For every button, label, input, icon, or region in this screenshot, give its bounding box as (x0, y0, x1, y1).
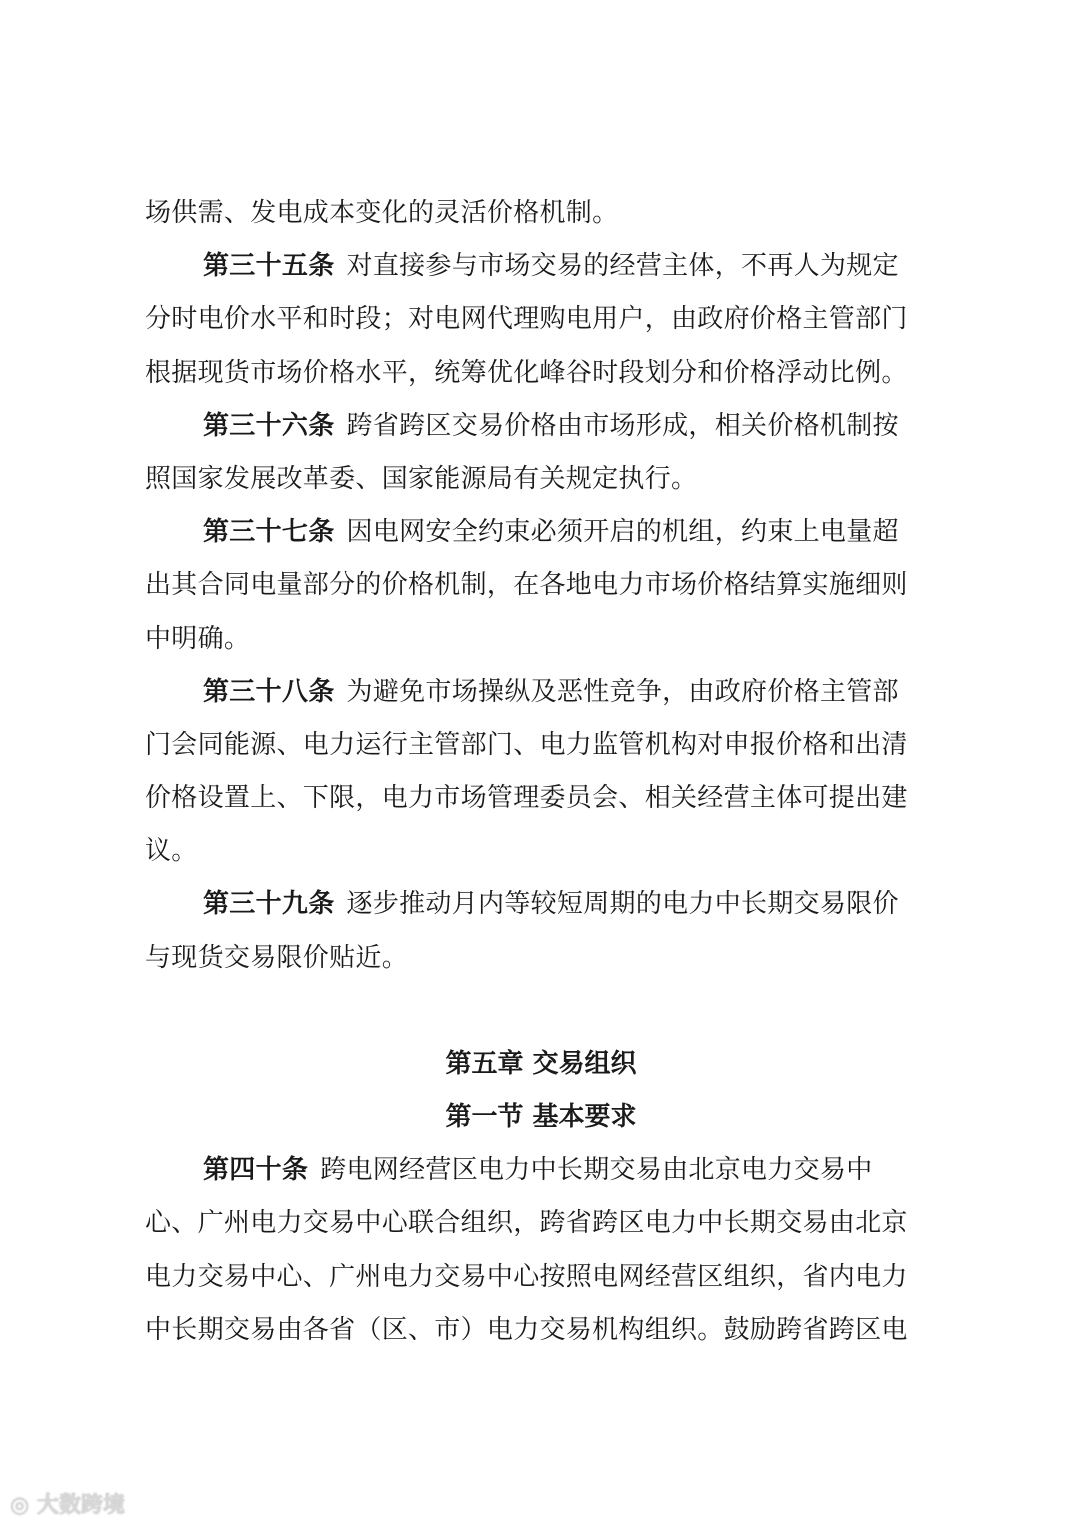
line-text: 逐步推动月内等较短周期的电力中长期交易限价 (346, 889, 899, 920)
articles-part-2 (145, 1144, 937, 1357)
article-number: 第三十六条 (203, 410, 335, 441)
text-line (145, 1144, 937, 1197)
chapter-title: 第五章 交易组织 (445, 1048, 637, 1079)
line-text: 跨电网经营区电力中长期交易由北京电力交易中 (320, 1155, 873, 1186)
article-number: 第三十七条 (203, 517, 335, 548)
line-text: 电力交易中心、广州电力交易中心按照电网经营区组织，省内电力 (145, 1261, 908, 1292)
text-line (145, 932, 937, 985)
line-text: 跨省跨区交易价格由市场形成，相关价格机制按 (346, 410, 899, 441)
text-line (145, 187, 937, 240)
article-number: 第三十八条 (203, 676, 335, 707)
article-number: 第四十条 (203, 1155, 309, 1186)
line-text: 价格设置上、下限，电力市场管理委员会、相关经营主体可提出建 (145, 783, 908, 814)
text-line (145, 613, 937, 666)
text-line (145, 1251, 937, 1304)
line-text: 场供需、发电成本变化的灵活价格机制。 (145, 198, 619, 228)
watermark-logo: ◎ 大数跨境 (10, 1493, 125, 1518)
text-line (145, 293, 937, 346)
line-text: 与现货交易限价贴近。 (145, 942, 409, 973)
line-text: 因电网安全约束必须开启的机组，约束上电量超 (346, 517, 899, 548)
line-text: 中明确。 (145, 623, 251, 654)
text-line (145, 719, 937, 772)
line-text: 心、广州电力交易中心联合组织，跨省跨区电力中长期交易由北京 (145, 1208, 908, 1239)
text-line (145, 1197, 937, 1250)
section-title: 第一节 基本要求 (445, 1102, 637, 1132)
text-line (145, 453, 937, 506)
line-text: 出其合同电量部分的价格机制，在各地电力市场价格结算实施细则 (145, 570, 908, 601)
article-number: 第三十五条 (203, 251, 335, 282)
text-line (145, 825, 937, 878)
articles-part-1 (145, 187, 937, 985)
text-line (145, 400, 937, 453)
line-text: 对直接参与市场交易的经营主体，不再人为规定 (346, 251, 899, 282)
line-text: 中长期交易由各省（区、市）电力交易机构组织。鼓励跨省跨区电 (145, 1314, 908, 1345)
text-line (145, 878, 937, 931)
line-text: 议。 (145, 836, 198, 867)
document-page (145, 187, 937, 1357)
text-line (145, 240, 937, 293)
watermark-text: 大数跨境 (36, 1493, 125, 1518)
line-text: 门会同能源、电力运行主管部门、电力监管机构对申报价格和出清 (145, 729, 908, 760)
text-line (145, 1304, 937, 1357)
text-line (145, 666, 937, 719)
line-text: 根据现货市场价格水平，统筹优化峰谷时段划分和价格浮动比例。 (145, 357, 908, 388)
article-number: 第三十九条 (203, 889, 335, 920)
text-line (145, 347, 937, 400)
text-line (145, 772, 937, 825)
text-line (145, 506, 937, 559)
line-text: 分时电价水平和时段；对电网代理购电用户，由政府价格主管部门 (145, 304, 908, 335)
text-line (145, 559, 937, 612)
line-text: 为避免市场操纵及恶性竞争，由政府价格主管部 (346, 676, 899, 707)
line-text: 照国家发展改革委、国家能源局有关规定执行。 (145, 463, 698, 494)
